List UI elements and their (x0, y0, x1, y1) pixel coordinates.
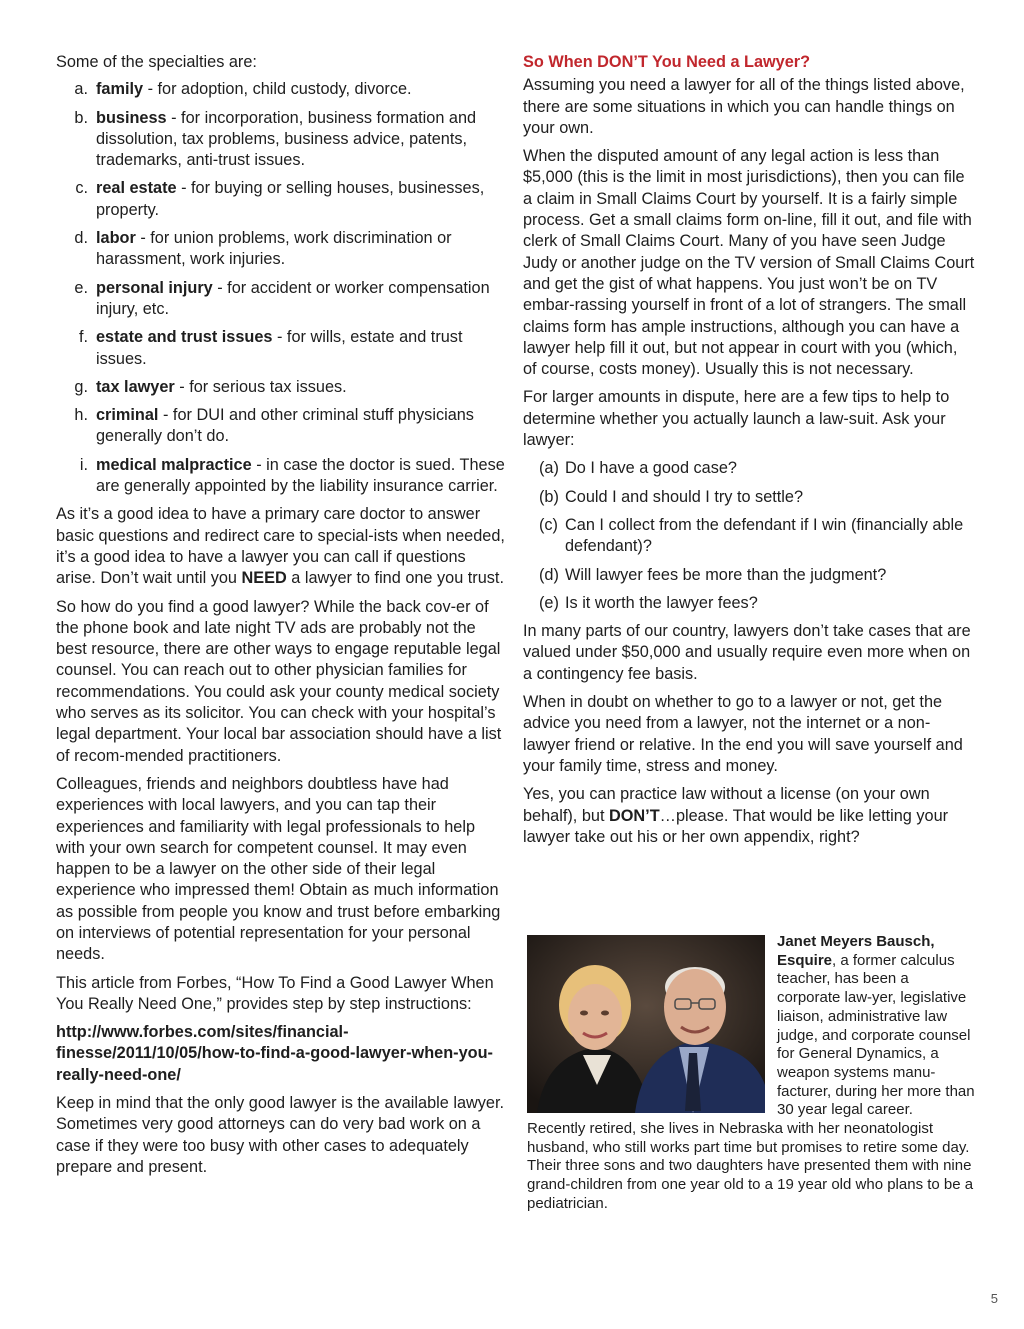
questions-list (523, 458, 975, 614)
list-marker: f. (78, 328, 88, 347)
forbes-paragraph: This article from Forbes, “How To Find a Good Lawyer When You Really Need One,” provides step by step instructions: (56, 973, 494, 1013)
question-text: Can I collect from the defendant if I win (financially able defendant)? (565, 515, 964, 556)
specialty-term: estate and trust issues (96, 328, 273, 347)
author-photo (527, 935, 765, 1113)
specialty-term: family (96, 80, 144, 99)
list-item (523, 565, 975, 586)
available-lawyer-paragraph: Keep in mind that the only good lawyer is the available lawyer. Sometimes very good attorneys can do very bad work on a case if they were too busy with other cases to adequately prepare and present. (56, 1094, 504, 1176)
larger-amounts-paragraph: For larger amounts in dispute, here are a few tips to help to determine whether you actually launch a law-suit. Ask your lawyer: (523, 388, 950, 450)
specialty-term: real estate (96, 179, 177, 198)
list-item (523, 458, 975, 479)
list-item (56, 79, 508, 100)
specialties-intro: Some of the specialties are: (56, 53, 257, 71)
contingency-paragraph: In many parts of our country, lawyers don’t take cases that are valued under $50,000 and usually require even more when on a contingency fee basis. (523, 622, 971, 683)
right-column (523, 52, 975, 855)
list-marker: (a) (539, 459, 559, 478)
specialty-term: labor (96, 229, 136, 248)
list-marker: h. (74, 406, 88, 425)
small-claims-paragraph: When the disputed amount of any legal action is less than $5,000 (this is the limit in most jurisdictions), then you can file a claim in Small Claims Court by yourself. It is a fairly simple process. Get a small claims form on-line, fill it out, and file with clerk of Small Claims Court. Many of you have seen Judge Judy or another judge on the TV version of Small Claims Court and get the gist of what happens. You just won’t be on TV embar-rassing yourself in front of a lot of strangers. The small claims form has ample instructions, although you can have a lawyer help fill it out, but not appear in court with you (which, of course, costs money). Usually this is not necessary. (523, 147, 975, 379)
list-marker: c. (75, 179, 88, 198)
find-lawyer-paragraph: So how do you find a good lawyer? While the back cov-er of the phone book and late night TV ads are probably not the best resource, there are other ways to engage reputable legal counsel. You can reach out to other physician families for recommendations. You could ask your county medical society who serves as its solicitor. You can check with your hospital’s legal department. Your local bar association should have a list of recom-mended practitioners. (56, 597, 502, 765)
question-text: Could I and should I try to settle? (565, 487, 804, 506)
question-text: Will lawyer fees be more than the judgment? (565, 565, 887, 584)
specialty-description: - for incorporation, business formation and dissolution, tax problems, business advice, patents, trademarks, anti-trust issues. (96, 108, 477, 170)
list-item (56, 377, 508, 398)
list-marker: g. (74, 377, 88, 396)
specialty-description: - for wills, estate and trust issues. (96, 328, 463, 368)
specialty-description: - for serious tax issues. (174, 377, 347, 396)
list-marker: i. (79, 455, 88, 474)
when-in-doubt-paragraph: When in doubt on whether to go to a lawyer or not, get the advice you need from a lawyer, not the internet or a non-lawyer friend or relative. In the end you will save yourself and your family time, stress and money. (523, 693, 963, 775)
list-item (56, 278, 508, 321)
question-text: Is it worth the lawyer fees? (565, 593, 758, 612)
list-marker: d. (74, 229, 88, 248)
list-item (56, 228, 508, 271)
practice-law-paragraph: Yes, you can practice law without a license (on your own behalf), but DON’T…please. That would be like letting your lawyer take out his or her own appendix, right? (523, 785, 949, 846)
specialty-description: - for DUI and other criminal stuff physicians generally don’t do. (96, 406, 474, 446)
author-name: Janet Meyers Bausch, Esquire (777, 933, 935, 969)
colleagues-paragraph: Colleagues, friends and neighbors doubtless have had experiences with local lawyers, and you can tap their experiences and familiarity with legal professionals to help with your own search for competent counsel. It may even happen to be a lawyer on the other side of their legal experience who impressed them! Obtain as much information as possible from people you know and trust before embarking on interviews of potential representation for your personal needs. (56, 774, 501, 964)
specialty-description: - for buying or selling houses, businesses, property. (96, 179, 485, 219)
list-item (56, 405, 508, 448)
list-item (523, 515, 975, 558)
author-bio (527, 933, 975, 1214)
list-marker: (d) (539, 565, 559, 584)
specialty-description: - in case the doctor is sued. These are generally appointed by the liability insurance carrier. (96, 455, 505, 496)
list-marker: a. (74, 80, 88, 99)
list-marker: (b) (539, 487, 559, 506)
list-marker: (c) (539, 515, 558, 534)
specialty-term: medical malpractice (96, 455, 252, 474)
list-marker: b. (74, 108, 88, 127)
primary-care-paragraph: As it’s a good idea to have a primary care doctor to answer basic questions and redirect care to special-ists when needed, it’s a good idea to have a lawyer you can call if questions arise. Don’t wait until you NEED a lawyer to find one you trust. (56, 505, 505, 588)
forbes-link[interactable]: http://www.forbes.com/sites/financial-finesse/2011/10/05/how-to-find-a-good-lawyer-when-you-really-need-one/ (56, 1023, 493, 1084)
list-marker: e. (74, 278, 88, 297)
list-item (56, 327, 508, 370)
specialty-term: personal injury (96, 278, 213, 297)
question-text: Do I have a good case? (565, 459, 737, 478)
specialty-description: - for accident or worker compensation injury, etc. (96, 278, 490, 318)
list-item (56, 178, 508, 221)
list-item (56, 108, 508, 172)
author-bio-text: , a former calculus teacher, has been a corporate law-yer, legislative liaison, administrative law judge, and corporate counsel for General Dynamics, a weapon systems manu-facturer, during her more than 30 year legal career. Recently retired, she lives in Nebraska with her neonatologist husband, who still works part time but promises to retire some day. Their three sons and two daughters have presented them with nine grand-children from one year old to a 19 year old who plans to be a pediatrician. (527, 951, 975, 1212)
left-column (56, 52, 508, 1185)
specialty-term: business (96, 108, 167, 127)
list-marker: (e) (539, 593, 559, 612)
list-item (523, 487, 975, 508)
specialty-term: tax lawyer (96, 377, 175, 396)
specialties-list (56, 79, 508, 497)
section-heading: So When DON’T You Need a Lawyer? (523, 53, 811, 71)
specialty-description: - for union problems, work discrimination or harassment, work injuries. (96, 229, 452, 269)
page-number: 5 (990, 1291, 998, 1306)
list-item (56, 455, 508, 498)
specialty-description: - for adoption, child custody, divorce. (143, 80, 412, 99)
list-item (523, 593, 975, 614)
assuming-paragraph: Assuming you need a lawyer for all of the things listed above, there are some situations in which you can handle things on your own. (523, 76, 965, 137)
specialty-term: criminal (96, 406, 159, 425)
